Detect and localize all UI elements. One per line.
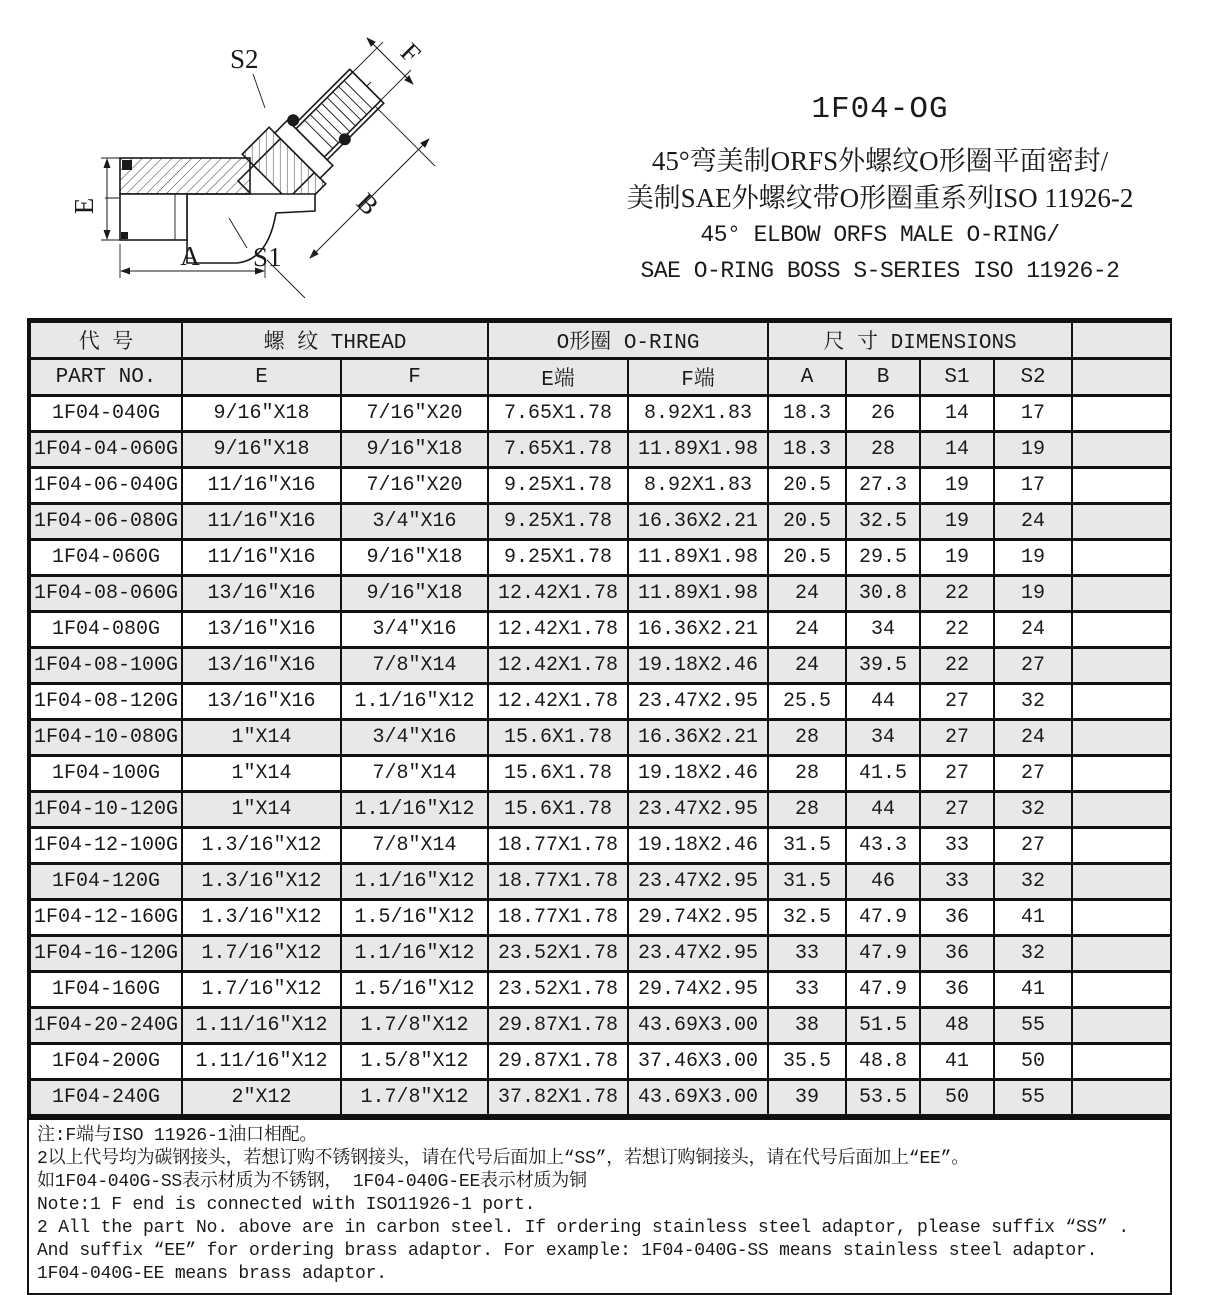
part-no-cell: 1F04-160G xyxy=(30,972,182,1008)
table-row xyxy=(30,504,1171,540)
table-row xyxy=(30,468,1171,504)
table-cell xyxy=(1072,972,1171,1008)
column-header-f-end: F端 xyxy=(628,359,768,396)
dimension-label-e: E xyxy=(69,197,99,215)
dimension-label-b: B xyxy=(350,187,385,221)
title-block xyxy=(620,92,1140,289)
table-cell: 31.5 xyxy=(768,864,846,900)
table-cell: 13/16″X16 xyxy=(182,612,341,648)
table-cell: 36 xyxy=(920,936,994,972)
table-row xyxy=(30,648,1171,684)
table-cell: 13/16″X16 xyxy=(182,576,341,612)
table-cell: 37.46X3.00 xyxy=(628,1044,768,1080)
table-cell xyxy=(1072,900,1171,936)
table-cell: 33 xyxy=(920,864,994,900)
table-cell: 19 xyxy=(920,540,994,576)
title-cn-line1: 45°弯美制ORFS外螺纹O形圈平面密封/ xyxy=(651,146,1109,176)
table-cell: 15.6X1.78 xyxy=(488,792,628,828)
title-cn-line2: 美制SAE外螺纹带O形圈重系列ISO 11926-2 xyxy=(626,183,1134,213)
table-row xyxy=(30,612,1171,648)
table-cell: 38 xyxy=(768,1008,846,1044)
table-cell: 23.52X1.78 xyxy=(488,972,628,1008)
port-section-hatched xyxy=(120,158,250,194)
table-row xyxy=(30,432,1171,468)
table-cell xyxy=(1072,828,1171,864)
part-no-cell: 1F04-12-100G xyxy=(30,828,182,864)
table-cell: 1.11/16″X12 xyxy=(182,1008,341,1044)
table-cell: 19 xyxy=(994,540,1072,576)
table-cell: 28 xyxy=(768,720,846,756)
table-cell: 1″X14 xyxy=(182,720,341,756)
table-cell: 44 xyxy=(846,684,920,720)
column-header-empty xyxy=(1072,359,1171,396)
table-cell: 7/8″X14 xyxy=(341,648,488,684)
column-header-b: B xyxy=(846,359,920,396)
table-cell: 11/16″X16 xyxy=(182,540,341,576)
column-header-s1: S1 xyxy=(920,359,994,396)
table-cell: 16.36X2.21 xyxy=(628,612,768,648)
table-cell: 27 xyxy=(994,756,1072,792)
table-cell xyxy=(1072,1080,1171,1116)
note-line: 如1F04-040G-SS表示材质为不锈钢， 1F04-040G-EE表示材质为铜 xyxy=(37,1172,587,1192)
table-cell: 1.7/16″X12 xyxy=(182,972,341,1008)
table-cell: 50 xyxy=(994,1044,1072,1080)
table-row xyxy=(30,540,1171,576)
table-cell: 16.36X2.21 xyxy=(628,720,768,756)
table-cell: 1.1/16″X12 xyxy=(341,864,488,900)
table-cell: 32 xyxy=(994,792,1072,828)
table-cell: 14 xyxy=(920,432,994,468)
table-cell: 19.18X2.46 xyxy=(628,756,768,792)
table-row xyxy=(30,900,1171,936)
table-cell: 17 xyxy=(994,396,1072,432)
title-en-line2: SAE O-RING BOSS S-SERIES ISO 11926-2 xyxy=(640,258,1120,284)
table-cell: 8.92X1.83 xyxy=(628,468,768,504)
table-cell: 32.5 xyxy=(768,900,846,936)
table-cell xyxy=(1072,396,1171,432)
table-cell: 7.65X1.78 xyxy=(488,432,628,468)
table-cell xyxy=(1072,504,1171,540)
table-cell xyxy=(1072,684,1171,720)
table-cell xyxy=(1072,432,1171,468)
table-cell xyxy=(1072,864,1171,900)
part-no-cell: 1F04-06-080G xyxy=(30,504,182,540)
table-cell: 11.89X1.98 xyxy=(628,432,768,468)
table-cell: 34 xyxy=(846,612,920,648)
table-cell: 7/16″X20 xyxy=(341,396,488,432)
table-cell: 15.6X1.78 xyxy=(488,720,628,756)
table-cell: 18.77X1.78 xyxy=(488,828,628,864)
note-line: Note:1 F end is connected with ISO11926-1 port. xyxy=(37,1195,536,1215)
title-en-line1: 45° ELBOW ORFS MALE O-RING/ xyxy=(700,222,1060,248)
part-no-cell: 1F04-200G xyxy=(30,1044,182,1080)
table-cell: 22 xyxy=(920,612,994,648)
table-cell: 35.5 xyxy=(768,1044,846,1080)
table-cell: 7/8″X14 xyxy=(341,828,488,864)
header-row-columns xyxy=(30,359,1171,396)
table-cell: 26 xyxy=(846,396,920,432)
note-line: And suffix “EE” for ordering brass adaptor. For example: 1F04-040G-SS means stainless steel adaptor. xyxy=(37,1241,1098,1261)
elbow-body xyxy=(187,194,315,263)
table-row xyxy=(30,828,1171,864)
table-cell: 7/8″X14 xyxy=(341,756,488,792)
column-header-a: A xyxy=(768,359,846,396)
table-cell: 28 xyxy=(768,792,846,828)
table-cell: 12.42X1.78 xyxy=(488,684,628,720)
table-cell: 24 xyxy=(768,576,846,612)
table-cell: 19 xyxy=(994,432,1072,468)
table-cell: 7.65X1.78 xyxy=(488,396,628,432)
table-cell: 13/16″X16 xyxy=(182,648,341,684)
part-no-cell: 1F04-120G xyxy=(30,864,182,900)
table-row xyxy=(30,792,1171,828)
table-cell: 1″X14 xyxy=(182,792,341,828)
table-cell: 1″X14 xyxy=(182,756,341,792)
table-cell: 3/4″X16 xyxy=(341,504,488,540)
table-cell: 32 xyxy=(994,864,1072,900)
table-cell: 1.1/16″X12 xyxy=(341,936,488,972)
table-row xyxy=(30,1008,1171,1044)
table-cell: 39 xyxy=(768,1080,846,1116)
part-no-cell: 1F04-100G xyxy=(30,756,182,792)
table-cell xyxy=(1072,1008,1171,1044)
table-cell: 32 xyxy=(994,684,1072,720)
part-no-cell: 1F04-08-060G xyxy=(30,576,182,612)
table-cell: 27 xyxy=(920,792,994,828)
table-cell: 36 xyxy=(920,900,994,936)
table-cell: 9/16″X18 xyxy=(341,576,488,612)
table-cell: 8.92X1.83 xyxy=(628,396,768,432)
note-line: 2 All the part No. above are in carbon steel. If ordering stainless steel adaptor, please suffix “SS” . xyxy=(37,1218,1129,1238)
table-cell: 24 xyxy=(768,648,846,684)
table-cell: 53.5 xyxy=(846,1080,920,1116)
dimension-label-s1: S1 xyxy=(253,242,282,272)
column-group-empty xyxy=(1072,322,1171,359)
note-line: 注:F端与ISO 11926-1油口相配。 xyxy=(37,1126,318,1146)
table-cell: 1.11/16″X12 xyxy=(182,1044,341,1080)
table-cell: 23.47X2.95 xyxy=(628,864,768,900)
table-cell: 17 xyxy=(994,468,1072,504)
o-ring-left-top xyxy=(122,160,132,170)
dimension-label-s2: S2 xyxy=(230,44,259,74)
table-cell: 23.47X2.95 xyxy=(628,792,768,828)
table-cell: 20.5 xyxy=(768,540,846,576)
part-no-cell: 1F04-04-060G xyxy=(30,432,182,468)
table-cell: 1.3/16″X12 xyxy=(182,864,341,900)
table-cell: 22 xyxy=(920,576,994,612)
table-cell: 28 xyxy=(768,756,846,792)
table-cell: 14 xyxy=(920,396,994,432)
table-cell: 23.52X1.78 xyxy=(488,936,628,972)
table-row xyxy=(30,972,1171,1008)
column-group-part-no: 代 号 xyxy=(30,322,182,359)
table-cell: 29.74X2.95 xyxy=(628,900,768,936)
table-cell: 9.25X1.78 xyxy=(488,504,628,540)
table-cell xyxy=(1072,468,1171,504)
table-cell: 11/16″X16 xyxy=(182,468,341,504)
column-header-part-no: PART NO. xyxy=(30,359,182,396)
table-cell: 1.7/16″X12 xyxy=(182,936,341,972)
table-cell xyxy=(1072,648,1171,684)
table-row xyxy=(30,864,1171,900)
column-group-dimensions: 尺 寸 DIMENSIONS xyxy=(768,322,1072,359)
table-row xyxy=(30,1080,1171,1116)
notes-block xyxy=(29,1117,1170,1293)
table-cell: 15.6X1.78 xyxy=(488,756,628,792)
table-cell: 1.3/16″X12 xyxy=(182,828,341,864)
table-cell: 18.77X1.78 xyxy=(488,900,628,936)
table-cell: 20.5 xyxy=(768,504,846,540)
table-cell: 12.42X1.78 xyxy=(488,648,628,684)
table-cell: 55 xyxy=(994,1080,1072,1116)
column-header-s2: S2 xyxy=(994,359,1072,396)
part-no-cell: 1F04-20-240G xyxy=(30,1008,182,1044)
table-cell: 12.42X1.78 xyxy=(488,576,628,612)
part-no-cell: 1F04-08-120G xyxy=(30,684,182,720)
table-cell: 46 xyxy=(846,864,920,900)
table-cell: 11/16″X16 xyxy=(182,504,341,540)
dimension-label-a: A xyxy=(180,241,200,271)
table-cell: 47.9 xyxy=(846,936,920,972)
table-cell: 2″X12 xyxy=(182,1080,341,1116)
table-cell xyxy=(1072,720,1171,756)
header-row-groups xyxy=(30,322,1171,359)
table-cell: 43.69X3.00 xyxy=(628,1008,768,1044)
part-code-title: 1F04-OG xyxy=(811,92,949,127)
table-cell: 30.8 xyxy=(846,576,920,612)
table-cell: 1.5/8″X12 xyxy=(341,1044,488,1080)
part-no-cell: 1F04-240G xyxy=(30,1080,182,1116)
table-cell xyxy=(1072,792,1171,828)
table-cell: 44 xyxy=(846,792,920,828)
table-cell: 23.47X2.95 xyxy=(628,684,768,720)
spec-table-body xyxy=(30,396,1171,1116)
table-cell: 47.9 xyxy=(846,900,920,936)
table-cell: 36 xyxy=(920,972,994,1008)
table-cell: 41 xyxy=(994,972,1072,1008)
column-group-o-ring: O形圈 O-RING xyxy=(488,322,768,359)
column-header-f: F xyxy=(341,359,488,396)
table-cell: 19.18X2.46 xyxy=(628,648,768,684)
table-cell: 9/16″X18 xyxy=(341,540,488,576)
table-cell: 1.1/16″X12 xyxy=(341,684,488,720)
table-cell: 50 xyxy=(920,1080,994,1116)
table-cell: 33 xyxy=(768,972,846,1008)
table-cell: 27 xyxy=(920,684,994,720)
table-cell: 9/16″X18 xyxy=(341,432,488,468)
table-cell: 43.3 xyxy=(846,828,920,864)
dimension-label-f: F xyxy=(394,37,427,69)
table-cell: 27.3 xyxy=(846,468,920,504)
table-cell: 24 xyxy=(994,720,1072,756)
part-no-cell: 1F04-080G xyxy=(30,612,182,648)
table-cell: 1.5/16″X12 xyxy=(341,972,488,1008)
table-cell: 39.5 xyxy=(846,648,920,684)
table-cell: 24 xyxy=(994,612,1072,648)
table-cell xyxy=(1072,576,1171,612)
table-cell: 29.87X1.78 xyxy=(488,1044,628,1080)
part-no-cell: 1F04-08-100G xyxy=(30,648,182,684)
table-cell: 48.8 xyxy=(846,1044,920,1080)
table-cell: 27 xyxy=(994,648,1072,684)
table-cell: 19.18X2.46 xyxy=(628,828,768,864)
table-cell: 28 xyxy=(846,432,920,468)
part-no-cell: 1F04-10-120G xyxy=(30,792,182,828)
table-cell: 3/4″X16 xyxy=(341,720,488,756)
table-cell xyxy=(1072,756,1171,792)
table-cell: 18.3 xyxy=(768,432,846,468)
table-cell: 33 xyxy=(768,936,846,972)
fitting-technical-drawing xyxy=(15,8,475,313)
table-cell: 11.89X1.98 xyxy=(628,576,768,612)
table-cell: 51.5 xyxy=(846,1008,920,1044)
table-row xyxy=(30,1044,1171,1080)
table-cell: 18.77X1.78 xyxy=(488,864,628,900)
table-cell: 1.1/16″X12 xyxy=(341,792,488,828)
table-cell: 9/16″X18 xyxy=(182,432,341,468)
table-cell: 1.3/16″X12 xyxy=(182,900,341,936)
table-cell: 43.69X3.00 xyxy=(628,1080,768,1116)
table-cell: 41.5 xyxy=(846,756,920,792)
table-cell: 24 xyxy=(994,504,1072,540)
table-cell: 19 xyxy=(920,504,994,540)
table-cell: 29.74X2.95 xyxy=(628,972,768,1008)
table-cell: 25.5 xyxy=(768,684,846,720)
table-cell xyxy=(1072,936,1171,972)
part-no-cell: 1F04-040G xyxy=(30,396,182,432)
table-row xyxy=(30,396,1171,432)
table-cell: 31.5 xyxy=(768,828,846,864)
table-cell: 27 xyxy=(994,828,1072,864)
table-cell: 48 xyxy=(920,1008,994,1044)
part-no-cell: 1F04-10-080G xyxy=(30,720,182,756)
table-cell: 34 xyxy=(846,720,920,756)
part-no-cell: 1F04-060G xyxy=(30,540,182,576)
table-cell: 29.87X1.78 xyxy=(488,1008,628,1044)
table-cell: 12.42X1.78 xyxy=(488,612,628,648)
table-cell: 22 xyxy=(920,648,994,684)
table-cell: 11.89X1.98 xyxy=(628,540,768,576)
note-line: 1F04-040G-EE means brass adaptor. xyxy=(37,1264,387,1284)
table-cell: 13/16″X16 xyxy=(182,684,341,720)
part-no-cell: 1F04-06-040G xyxy=(30,468,182,504)
table-cell: 47.9 xyxy=(846,972,920,1008)
o-ring-left-bottom xyxy=(121,232,128,239)
table-row xyxy=(30,756,1171,792)
table-row xyxy=(30,936,1171,972)
table-cell xyxy=(1072,612,1171,648)
table-cell: 9/16″X18 xyxy=(182,396,341,432)
table-cell: 37.82X1.78 xyxy=(488,1080,628,1116)
column-header-e: E xyxy=(182,359,341,396)
table-cell xyxy=(1072,540,1171,576)
table-row xyxy=(30,576,1171,612)
table-cell: 1.7/8″X12 xyxy=(341,1008,488,1044)
table-cell: 41 xyxy=(920,1044,994,1080)
table-cell: 3/4″X16 xyxy=(341,612,488,648)
table-row xyxy=(30,720,1171,756)
part-no-cell: 1F04-12-160G xyxy=(30,900,182,936)
table-cell: 41 xyxy=(994,900,1072,936)
table-cell: 16.36X2.21 xyxy=(628,504,768,540)
table-cell xyxy=(1072,1044,1171,1080)
table-cell: 23.47X2.95 xyxy=(628,936,768,972)
table-cell: 32 xyxy=(994,936,1072,972)
table-cell: 33 xyxy=(920,828,994,864)
note-line: 2以上代号均为碳钢接头，若想订购不锈钢接头，请在代号后面加上“SS”，若想订购铜接头，请在代号后面加上“EE”。 xyxy=(37,1149,970,1169)
table-cell: 9.25X1.78 xyxy=(488,540,628,576)
table-cell: 24 xyxy=(768,612,846,648)
table-cell: 7/16″X20 xyxy=(341,468,488,504)
table-cell: 29.5 xyxy=(846,540,920,576)
table-cell: 19 xyxy=(994,576,1072,612)
spec-sheet xyxy=(27,318,1172,1295)
table-cell: 27 xyxy=(920,720,994,756)
table-cell: 1.5/16″X12 xyxy=(341,900,488,936)
table-cell: 55 xyxy=(994,1008,1072,1044)
table-cell: 27 xyxy=(920,756,994,792)
table-cell: 1.7/8″X12 xyxy=(341,1080,488,1116)
table-cell: 32.5 xyxy=(846,504,920,540)
column-header-e-end: E端 xyxy=(488,359,628,396)
port-male-stub xyxy=(120,194,187,240)
spec-table xyxy=(29,320,1172,1117)
table-row xyxy=(30,684,1171,720)
table-cell: 19 xyxy=(920,468,994,504)
part-no-cell: 1F04-16-120G xyxy=(30,936,182,972)
table-cell: 18.3 xyxy=(768,396,846,432)
column-group-thread: 螺 纹 THREAD xyxy=(182,322,488,359)
table-cell: 9.25X1.78 xyxy=(488,468,628,504)
table-cell: 20.5 xyxy=(768,468,846,504)
